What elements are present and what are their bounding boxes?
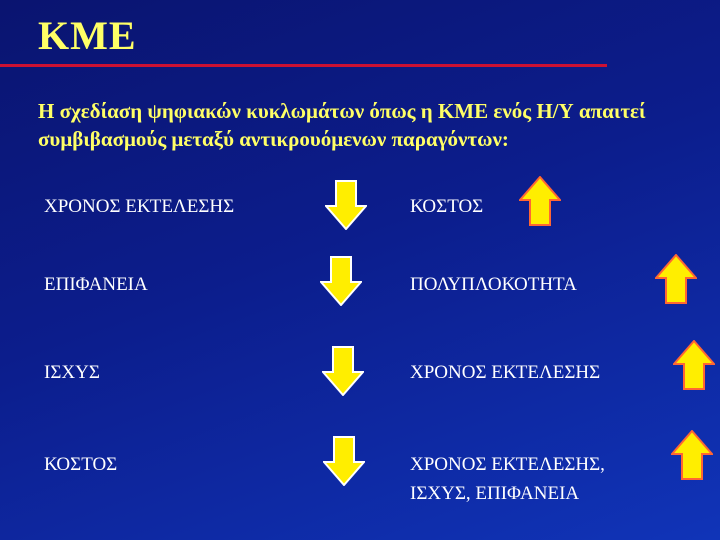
arrow-down-icon bbox=[323, 436, 365, 486]
row-3-left-label: ΙΣΧΥΣ bbox=[44, 362, 100, 383]
row-2-left-label: ΕΠΙΦΑΝΕΙΑ bbox=[44, 274, 148, 295]
row-4-left-label: ΚΟΣΤΟΣ bbox=[44, 454, 118, 475]
row-2-right-label: ΠΟΛΥΠΛΟΚΟΤΗΤΑ bbox=[410, 274, 577, 295]
slide-title: ΚΜΕ bbox=[38, 13, 137, 58]
arrow-up-icon bbox=[519, 176, 561, 226]
arrow-down-icon bbox=[325, 180, 367, 230]
arrow-up-icon bbox=[671, 430, 713, 480]
arrow-down-icon bbox=[322, 346, 364, 396]
row-3-right-label: ΧΡΟΝΟΣ ΕΚΤΕΛΕΣΗΣ bbox=[410, 362, 601, 383]
row-4-right-label-line-1: ΧΡΟΝΟΣ ΕΚΤΕΛΕΣΗΣ, bbox=[410, 454, 605, 475]
arrow-up-icon bbox=[655, 254, 697, 304]
row-1-right-label: ΚΟΣΤΟΣ bbox=[410, 196, 484, 217]
slide-subtitle: Η σχεδίαση ψηφιακών κυκλωμάτων όπως η ΚΜΕ ενός Η/Υ απαιτεί συμβιβασμούς μεταξύ αντικρουόμενων παραγόντων: bbox=[38, 99, 646, 151]
row-1-left-label: ΧΡΟΝΟΣ ΕΚΤΕΛΕΣΗΣ bbox=[44, 196, 235, 217]
row-4-right-label-line-2: ΙΣΧΥΣ, ΕΠΙΦΑΝΕΙΑ bbox=[410, 483, 580, 504]
title-underline bbox=[0, 64, 607, 67]
arrow-up-icon bbox=[673, 340, 715, 390]
arrow-down-icon bbox=[320, 256, 362, 306]
